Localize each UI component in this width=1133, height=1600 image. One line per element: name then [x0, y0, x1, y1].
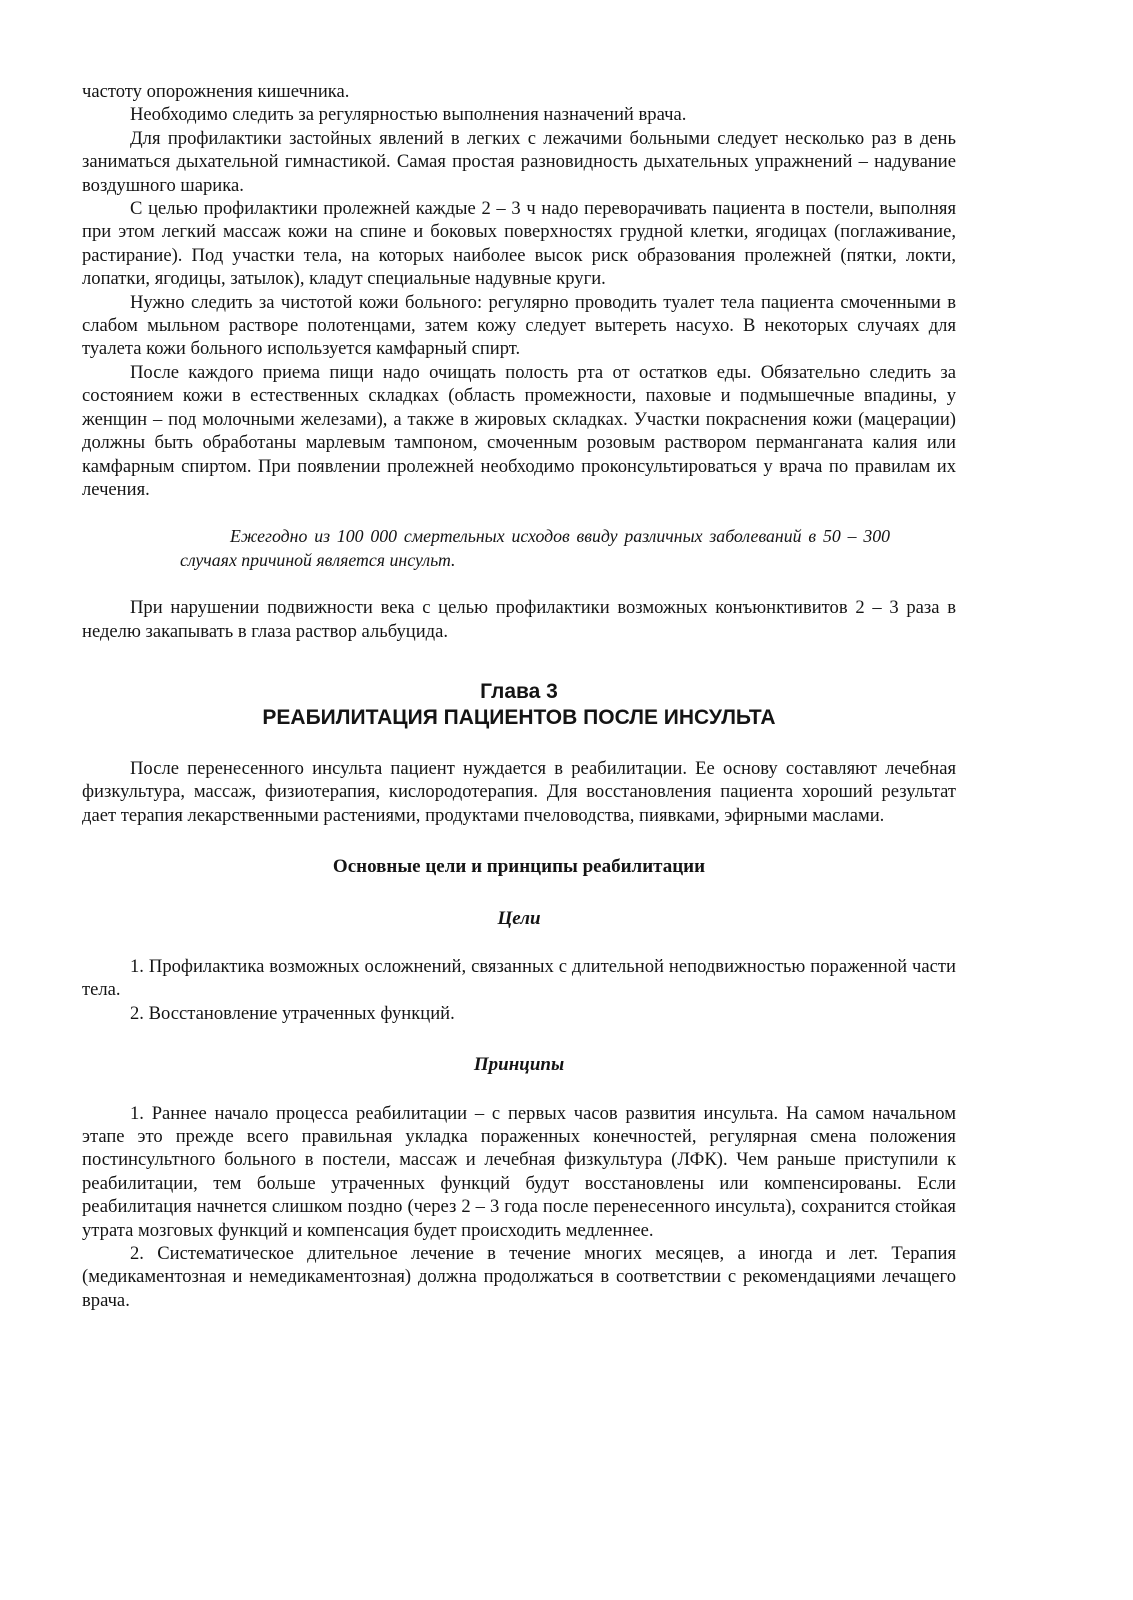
principles-list-item: 1. Раннее начало процесса реабилитации – с первых часов развития инсульта. На самом начальном этапе это прежде всего правильная укладка пораженных конечностей, регулярная смена положения постинсультного больного в постели, массаж и лечебная физкультура (ЛФК). Чем раньше приступили к реабилитации, тем больше утраченных функций будут восстановлены или компенсированы. Если реабилитация начнется слишком поздно (через 2 – 3 года после перенесенного инсульта), сохранится стойкая утрата мозговых функций и компенсация будет происходить медленнее.: [82, 1102, 956, 1241]
section-title: Основные цели и принципы реабилитации: [332, 856, 706, 878]
principles-list-item: 2. Систематическое длительное лечение в течение многих месяцев, а иногда и лет. Терапия (медикаментозная и немедикаментозная) должна продолжаться в соответствии с рекомендациями лечащего врача.: [82, 1243, 956, 1311]
quote-block: Ежегодно из 100 000 смертельных исходов ввиду различных заболеваний в 50 – 300 случаях причиной является инсульт.: [180, 526, 890, 570]
paragraph: Нужно следить за чистотой кожи больного: регулярно проводить туалет тела пациента смоченными в слабом мыльном растворе полотенцами, затем кожу следует вытереть насухо. В некоторых случаях для туалета кожи больного используется камфарный спирт.: [82, 291, 956, 360]
goals-title: Цели: [497, 907, 541, 929]
paragraph: Для профилактики застойных явлений в легких с лежачими больными следует несколько раз в день заниматься дыхательной гимнастикой. Самая простая разновидность дыхательных упражнений – надувание воздушного шарика.: [82, 127, 956, 196]
paragraph: С целью профилактики пролежней каждые 2 – 3 ч надо переворачивать пациента в постели, выполняя при этом легкий массаж кожи на спине и боковых поверхностях грудной клетки, ягодицах (поглаживание, растирание). Под участки тела, на которых наиболее высок риск образования пролежней (пятки, локти, лопатки, ягодицы, затылок), кладут специальные надувные круги.: [82, 198, 956, 290]
principles-title: Принципы: [473, 1054, 565, 1076]
chapter-intro-paragraph: После перенесенного инсульта пациент нуждается в реабилитации. Ее основу составляют лечебная физкультура, массаж, физиотерапия, кислородотерапия. Для восстановления пациента хороший результат дает терапия лекарственными растениями, продуктами пчеловодства, пиявками, эфирными маслами.: [82, 757, 956, 826]
chapter-title: РЕАБИЛИТАЦИЯ ПАЦИЕНТОВ ПОСЛЕ ИНСУЛЬТА: [262, 705, 776, 729]
paragraph: частоту опорожнения кишечника.: [82, 81, 350, 102]
chapter-number: Глава 3: [480, 679, 558, 703]
chapter-heading: [82, 679, 956, 731]
paragraph: При нарушении подвижности века с целью профилактики возможных конъюнктивитов 2 – 3 раза в неделю закапывать в глаза раствор альбуцида.: [82, 597, 956, 642]
page-content: [82, 80, 956, 1312]
paragraph: После каждого приема пищи надо очищать полость рта от остатков еды. Обязательно следить за состоянием кожи в естественных складках (область промежности, паховые и подмышечные впадины, у женщин – под молочными железами), а также в жировых складках. Участки покраснения кожи (мацерации) должны быть обработаны марлевым тампоном, смоченным розовым раствором перманганата калия или камфарным спиртом. При появлении пролежней необходимо проконсультироваться у врача по правилам их лечения.: [82, 361, 956, 500]
goals-list-item: 2. Восстановление утраченных функций.: [130, 1002, 455, 1024]
goals-list-item: 1. Профилактика возможных осложнений, связанных с длительной неподвижностью пораженной части тела.: [82, 955, 956, 1001]
paragraph: Необходимо следить за регулярностью выполнения назначений врача.: [130, 104, 687, 126]
